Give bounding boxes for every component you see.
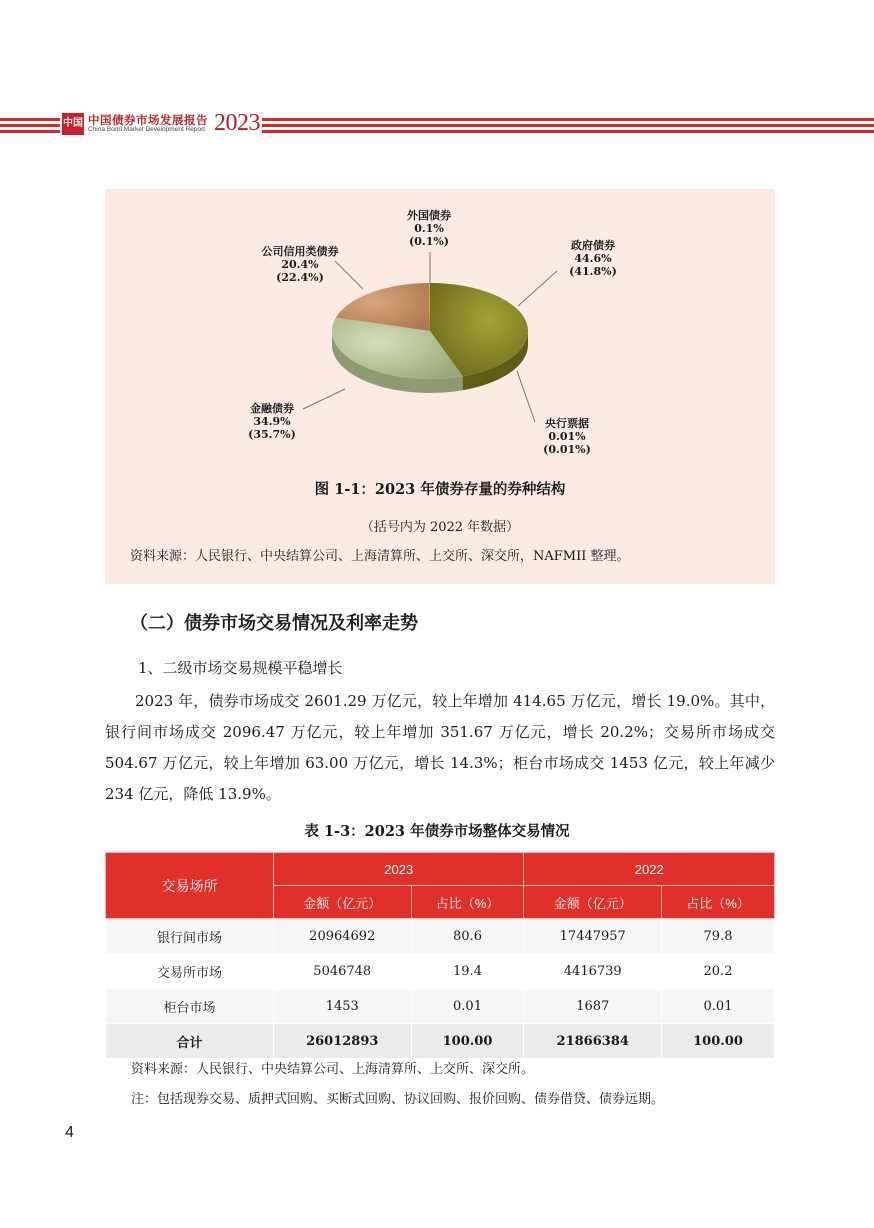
report-logo: 中国 (62, 113, 84, 135)
header-venue: 交易场所 (106, 853, 274, 919)
header-share-2022: 占比（%） (662, 886, 775, 919)
table-row (106, 954, 775, 989)
page-number: 4 (65, 1124, 74, 1141)
cell-venue: 合计 (106, 1024, 274, 1059)
header-amount-2022: 金额（亿元） (524, 886, 662, 919)
label-pct: 44.6% (574, 252, 612, 265)
cell-share-2022: 79.8 (662, 919, 775, 954)
header-share-2023: 占比（%） (411, 886, 524, 919)
header-rule-right-3 (262, 130, 874, 133)
label-prev: (0.1%) (409, 235, 449, 248)
header-rule-right-2 (262, 124, 874, 127)
body-paragraph: 2023 年，债券市场成交 2601.29 万亿元，较上年增加 414.65 万亿元，增长 19.0%。其中，银行间市场成交 2096.47 万亿元，较上年增加 351.67 万亿元，增长 20.2%；交易所市场成交 504.67 万亿元，较上年增加 63.00 万亿元，增长 14.3%；柜台市场成交 1453 亿元，较上年减少 234 亿元，降低 13.9%。 (105, 692, 775, 803)
table-note: 注：包括现券交易、质押式回购、买断式回购、协议回购、报价回购、债券借贷、债券远期。 (131, 1092, 665, 1107)
label-pct: 0.01% (548, 430, 586, 443)
cell-share-2022: 100.00 (662, 1024, 775, 1059)
label-foreign-bonds (389, 209, 469, 248)
cell-amount-2023: 20964692 (274, 919, 412, 954)
label-name: 政府债券 (571, 239, 615, 252)
cell-venue: 银行间市场 (106, 919, 274, 954)
figure-caption: 图 1-1：2023 年债券存量的券种结构 (314, 481, 566, 498)
leader-line (518, 271, 557, 306)
cell-amount-2022: 21866384 (524, 1024, 662, 1059)
pie-slices (332, 283, 528, 379)
cell-venue: 柜台市场 (106, 989, 274, 1024)
cell-share-2022: 0.01 (662, 989, 775, 1024)
trading-table (105, 852, 775, 1059)
header-rule-left-3 (0, 130, 60, 133)
figure-note: （括号内为 2022 年数据） (360, 520, 520, 535)
label-pct: 0.1% (414, 222, 444, 235)
cell-share-2023: 19.4 (411, 954, 524, 989)
cell-amount-2022: 1687 (524, 989, 662, 1024)
cell-share-2023: 100.00 (411, 1024, 524, 1059)
label-prev: (35.7%) (248, 428, 296, 441)
header-rule-left (0, 118, 60, 121)
cell-amount-2022: 4416739 (524, 954, 662, 989)
cell-share-2023: 0.01 (411, 989, 524, 1024)
label-name: 金融债券 (250, 402, 294, 415)
table-caption: 表 1-3：2023 年债券市场整体交易情况 (304, 823, 570, 840)
cell-share-2022: 20.2 (662, 954, 775, 989)
header-amount-2023: 金额（亿元） (274, 886, 412, 919)
label-corporate-credit-bonds (235, 245, 365, 284)
table-total-row (106, 1024, 775, 1059)
figure-panel (105, 189, 775, 584)
table-row (106, 989, 775, 1024)
label-pct: 20.4% (281, 258, 319, 271)
figure-source: 资料来源：人民银行、中央结算公司、上海清算所、上交所、深交所，NAFMII 整理。 (130, 549, 630, 564)
label-central-bank-bills (527, 417, 607, 456)
label-prev: (41.8%) (569, 265, 617, 278)
cell-share-2023: 80.6 (411, 919, 524, 954)
cell-amount-2023: 5046748 (274, 954, 412, 989)
header-year-2022: 2022 (524, 853, 775, 886)
cell-amount-2023: 26012893 (274, 1024, 412, 1059)
table-source: 资料来源：人民银行、中央结算公司、上海清算所、上交所、深交所。 (131, 1062, 535, 1077)
header-year-2023: 2023 (274, 853, 524, 886)
label-government-bonds (553, 239, 633, 278)
header-subtitle: China Bond Market Development Report (88, 126, 206, 133)
label-prev: (22.4%) (276, 271, 324, 284)
table-row (106, 919, 775, 954)
section-title: （二）债券市场交易情况及利率走势 (130, 613, 418, 634)
header-rule-right (262, 118, 874, 121)
cell-venue: 交易所市场 (106, 954, 274, 989)
header-year: 2023 (214, 110, 260, 136)
label-prev: (0.01%) (543, 443, 591, 456)
label-financial-bonds (237, 402, 307, 441)
label-name: 外国债券 (407, 209, 451, 222)
label-name: 公司信用类债券 (261, 245, 339, 258)
subsection-title: 1、二级市场交易规模平稳增长 (138, 659, 343, 677)
label-name: 央行票据 (545, 417, 589, 430)
cell-amount-2022: 17447957 (524, 919, 662, 954)
header-rule-left-2 (0, 124, 60, 127)
cell-amount-2023: 1453 (274, 989, 412, 1024)
leader-line (303, 389, 345, 409)
label-pct: 34.9% (253, 415, 291, 428)
header-title: 中国债券市场发展报告 (88, 113, 208, 127)
leader-line (517, 371, 535, 422)
